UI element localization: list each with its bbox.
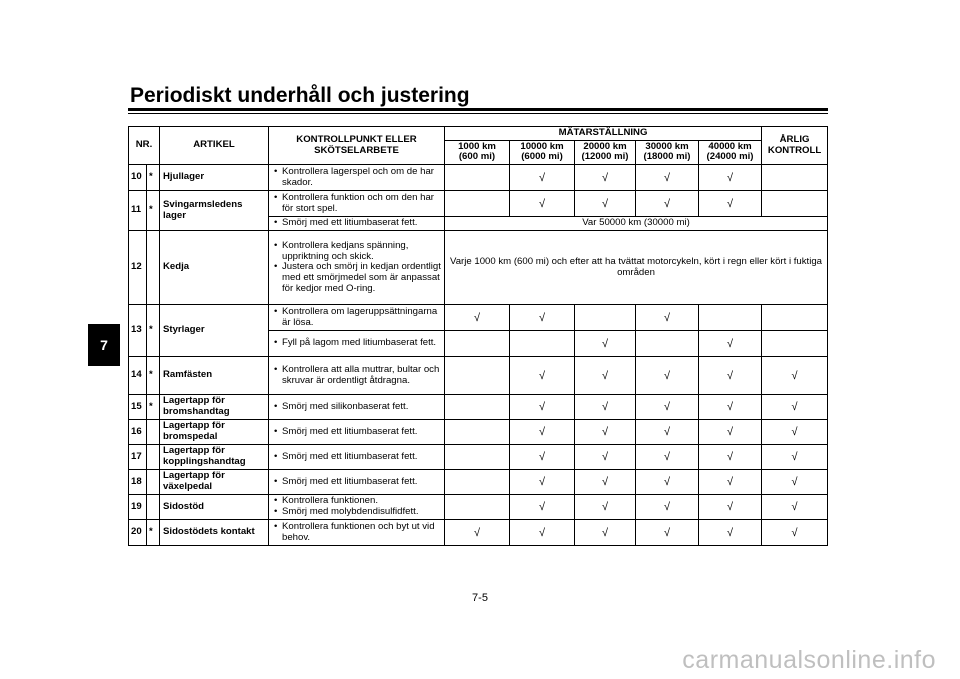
check-mark: √ [727, 526, 734, 539]
star-marker [147, 445, 160, 470]
interval-cell [762, 395, 828, 420]
table-row [129, 495, 828, 520]
control-point-cell [269, 191, 445, 217]
header-km-10000 [510, 140, 575, 164]
page-number: 7-5 [472, 592, 488, 604]
check-mark: √ [663, 426, 671, 439]
check-mark: √ [538, 426, 546, 439]
interval-cell [636, 470, 699, 495]
page-title: Periodiskt underhåll och justering [130, 84, 470, 107]
interval-cell [762, 495, 828, 520]
control-point-list [272, 218, 441, 229]
interval-cell [445, 165, 510, 191]
check-mark: √ [538, 171, 546, 184]
table-row [129, 191, 828, 217]
check-mark: √ [538, 401, 546, 414]
interval-cell [445, 331, 510, 357]
interval-cell [575, 165, 636, 191]
item-article: Sidostödets kontakt [160, 520, 269, 546]
control-point-list [272, 365, 441, 386]
item-number: 11 [129, 191, 147, 231]
control-point-cell [269, 420, 445, 445]
interval-cell [510, 305, 575, 331]
check-mark: √ [791, 369, 798, 382]
header-nr: NR. [129, 127, 160, 165]
interval-cell [445, 495, 510, 520]
control-point-list [272, 193, 441, 214]
check-mark: √ [538, 476, 546, 489]
check-mark: √ [601, 526, 609, 539]
control-point-list [272, 522, 441, 543]
table-row [129, 165, 828, 191]
control-point: • Smörj med ett litiumbaserat fett. [282, 427, 441, 438]
interval-note: Var 50000 km (30000 mi) [445, 217, 828, 231]
check-mark: √ [538, 197, 546, 210]
interval-cell [636, 331, 699, 357]
check-mark: √ [663, 476, 671, 489]
mi-label: (600 mi) [458, 151, 496, 163]
check-mark: √ [601, 401, 609, 414]
interval-cell [510, 420, 575, 445]
interval-cell [575, 331, 636, 357]
star-marker [147, 231, 160, 305]
control-point-list [272, 452, 441, 463]
check-mark: √ [663, 369, 671, 382]
check-mark: √ [538, 501, 546, 514]
table-row [129, 305, 828, 331]
interval-cell [762, 305, 828, 331]
check-mark: √ [663, 171, 671, 184]
table-row [129, 420, 828, 445]
control-point-list [272, 167, 441, 188]
check-mark: √ [601, 337, 609, 350]
control-point-cell [269, 470, 445, 495]
item-article: Svingarmsledens lager [160, 191, 269, 231]
check-mark: √ [727, 501, 734, 514]
control-point-cell [269, 357, 445, 395]
control-point: • Kontrollera funktionen och byt ut vid behov. [282, 522, 441, 543]
control-point: • Smörj med silikonbaserat fett. [282, 402, 441, 413]
mi-label: (24000 mi) [706, 151, 754, 163]
item-number: 19 [129, 495, 147, 520]
check-mark: √ [791, 451, 798, 464]
item-number: 14 [129, 357, 147, 395]
star-marker [147, 495, 160, 520]
check-mark: √ [663, 451, 671, 464]
check-mark: √ [791, 426, 798, 439]
item-number: 13 [129, 305, 147, 357]
check-mark: √ [473, 526, 481, 539]
title-rule-thick [128, 108, 828, 111]
table-row [129, 395, 828, 420]
interval-cell [510, 395, 575, 420]
interval-cell [699, 495, 762, 520]
interval-cell [699, 191, 762, 217]
interval-cell [636, 495, 699, 520]
control-point-list [272, 496, 441, 517]
star-marker: * [147, 395, 160, 420]
interval-cell [636, 395, 699, 420]
interval-cell [510, 495, 575, 520]
interval-cell [762, 445, 828, 470]
item-article: Lagertapp för kopplingshandtag [160, 445, 269, 470]
check-mark: √ [727, 369, 734, 382]
interval-cell [699, 445, 762, 470]
control-point: • Kontrollera funktionen. [282, 496, 441, 507]
table-row [129, 520, 828, 546]
interval-cell [575, 445, 636, 470]
item-article: Ramfästen [160, 357, 269, 395]
item-number: 16 [129, 420, 147, 445]
control-point-cell [269, 305, 445, 331]
header-kontrollpunkt: KONTROLLPUNKT ELLER SKÖTSELARBETE [269, 127, 445, 165]
item-number: 10 [129, 165, 147, 191]
control-point: • Fyll på lagom med litiumbaserat fett. [282, 338, 441, 349]
item-article: Kedja [160, 231, 269, 305]
control-point-list [272, 427, 441, 438]
check-mark: √ [601, 197, 609, 210]
control-point-cell [269, 217, 445, 231]
interval-cell [575, 470, 636, 495]
check-mark: √ [727, 476, 734, 489]
check-mark: √ [601, 426, 609, 439]
interval-cell [762, 331, 828, 357]
maintenance-table-body [129, 165, 828, 546]
check-mark: √ [538, 369, 546, 382]
control-point-list [272, 241, 441, 295]
interval-cell [636, 165, 699, 191]
header-km-1000 [445, 140, 510, 164]
interval-cell [762, 520, 828, 546]
interval-cell [575, 395, 636, 420]
check-mark: √ [791, 526, 798, 539]
interval-cell [445, 395, 510, 420]
check-mark: √ [663, 311, 671, 324]
check-mark: √ [663, 197, 671, 210]
check-mark: √ [538, 526, 546, 539]
interval-cell [636, 445, 699, 470]
check-mark: √ [727, 426, 734, 439]
check-mark: √ [727, 451, 734, 464]
control-point-list [272, 477, 441, 488]
interval-cell [510, 445, 575, 470]
interval-cell [575, 305, 636, 331]
check-mark: √ [791, 501, 798, 514]
table-row [129, 357, 828, 395]
interval-cell [445, 357, 510, 395]
item-number: 18 [129, 470, 147, 495]
header-matarstallning: MÄTARSTÄLLNING [445, 127, 762, 141]
star-marker: * [147, 357, 160, 395]
control-point-cell [269, 520, 445, 546]
check-mark: √ [538, 311, 546, 324]
interval-cell [699, 395, 762, 420]
header-km-30000 [636, 140, 699, 164]
interval-cell [575, 495, 636, 520]
control-point-cell [269, 165, 445, 191]
interval-cell [510, 357, 575, 395]
check-mark: √ [791, 401, 798, 414]
interval-cell [762, 357, 828, 395]
check-mark: √ [601, 451, 609, 464]
interval-cell [762, 470, 828, 495]
interval-cell [636, 520, 699, 546]
item-number: 12 [129, 231, 147, 305]
header-arlig-kontroll: ÅRLIG KONTROLL [762, 127, 828, 165]
check-mark: √ [663, 526, 671, 539]
interval-cell [762, 191, 828, 217]
control-point-list [272, 307, 441, 328]
interval-cell [510, 520, 575, 546]
control-point-cell [269, 231, 445, 305]
control-point: • Smörj med ett litiumbaserat fett. [282, 452, 441, 463]
control-point-list [272, 402, 441, 413]
mi-label: (12000 mi) [581, 151, 629, 163]
control-point-cell [269, 445, 445, 470]
control-point-list [272, 338, 441, 349]
control-point: • Justera och smörj in kedjan ordentligt med ett smörjmedel som är anpassat för kedjor med O-ring. [282, 262, 441, 294]
item-article: Hjullager [160, 165, 269, 191]
control-point: • Smörj med molybdendisulfidfett. [282, 507, 441, 518]
check-mark: √ [601, 369, 609, 382]
header-km-40000 [699, 140, 762, 164]
item-article: Styrlager [160, 305, 269, 357]
check-mark: √ [663, 501, 671, 514]
header-km-20000 [575, 140, 636, 164]
interval-cell [575, 357, 636, 395]
interval-cell [575, 191, 636, 217]
mi-label: (18000 mi) [643, 151, 691, 163]
km-label: 1000 km [458, 140, 496, 152]
interval-cell [636, 420, 699, 445]
watermark: carmanualsonline.info [682, 646, 936, 674]
interval-cell [575, 420, 636, 445]
interval-cell [445, 191, 510, 217]
star-marker: * [147, 191, 160, 231]
star-marker [147, 420, 160, 445]
header-artikel: ARTIKEL [160, 127, 269, 165]
star-marker: * [147, 165, 160, 191]
item-article: Lagertapp för bromspedal [160, 420, 269, 445]
chapter-tab: 7 [88, 324, 120, 366]
check-mark: √ [601, 476, 609, 489]
interval-cell [445, 445, 510, 470]
interval-cell [510, 331, 575, 357]
interval-cell [445, 520, 510, 546]
check-mark: √ [727, 171, 734, 184]
control-point-cell [269, 331, 445, 357]
item-number: 17 [129, 445, 147, 470]
control-point-cell [269, 395, 445, 420]
check-mark: √ [727, 197, 734, 210]
control-point: • Kontrollera kedjans spänning, uppriktning och skick. [282, 241, 441, 262]
star-marker [147, 470, 160, 495]
interval-cell [699, 420, 762, 445]
check-mark: √ [727, 337, 734, 350]
control-point: • Smörj med ett litiumbaserat fett. [282, 477, 441, 488]
table-row [129, 470, 828, 495]
item-article: Lagertapp för bromshandtag [160, 395, 269, 420]
interval-cell [636, 305, 699, 331]
control-point-cell [269, 495, 445, 520]
interval-cell [636, 357, 699, 395]
item-number: 20 [129, 520, 147, 546]
check-mark: √ [663, 401, 671, 414]
interval-cell [699, 520, 762, 546]
check-mark: √ [601, 501, 609, 514]
star-marker: * [147, 305, 160, 357]
km-label: 30000 km [645, 140, 689, 152]
interval-cell [699, 305, 762, 331]
interval-cell [699, 357, 762, 395]
interval-note: Varje 1000 km (600 mi) och efter att ha tvättat motorcykeln, kört i regn eller kört i fuktiga områden [445, 231, 828, 305]
star-marker: * [147, 520, 160, 546]
check-mark: √ [473, 311, 481, 324]
maintenance-table [128, 126, 828, 546]
interval-cell [510, 191, 575, 217]
table-row [129, 445, 828, 470]
interval-cell [445, 470, 510, 495]
interval-cell [510, 470, 575, 495]
interval-cell [636, 191, 699, 217]
interval-cell [575, 520, 636, 546]
control-point: • Kontrollera funktion och om den har för stort spel. [282, 193, 441, 214]
check-mark: √ [538, 451, 546, 464]
title-rule-thin [128, 113, 828, 114]
control-point: • Smörj med ett litiumbaserat fett. [282, 218, 441, 229]
interval-cell [445, 305, 510, 331]
km-label: 20000 km [583, 140, 627, 152]
control-point: • Kontrollera om lageruppsättningarna är lösa. [282, 307, 441, 328]
item-article: Sidostöd [160, 495, 269, 520]
check-mark: √ [727, 401, 734, 414]
interval-cell [762, 420, 828, 445]
check-mark: √ [791, 476, 798, 489]
control-point: • Kontrollera att alla muttrar, bultar och skruvar är ordentligt åtdragna. [282, 365, 441, 386]
control-point: • Kontrollera lagerspel och om de har skador. [282, 167, 441, 188]
km-label: 40000 km [708, 140, 752, 152]
interval-cell [762, 165, 828, 191]
item-number: 15 [129, 395, 147, 420]
interval-cell [699, 165, 762, 191]
interval-cell [699, 331, 762, 357]
item-article: Lagertapp för växelpedal [160, 470, 269, 495]
mi-label: (6000 mi) [521, 151, 563, 163]
check-mark: √ [601, 171, 609, 184]
interval-cell [445, 420, 510, 445]
interval-cell [510, 165, 575, 191]
km-label: 10000 km [520, 140, 564, 152]
table-row [129, 231, 828, 305]
interval-cell [699, 470, 762, 495]
